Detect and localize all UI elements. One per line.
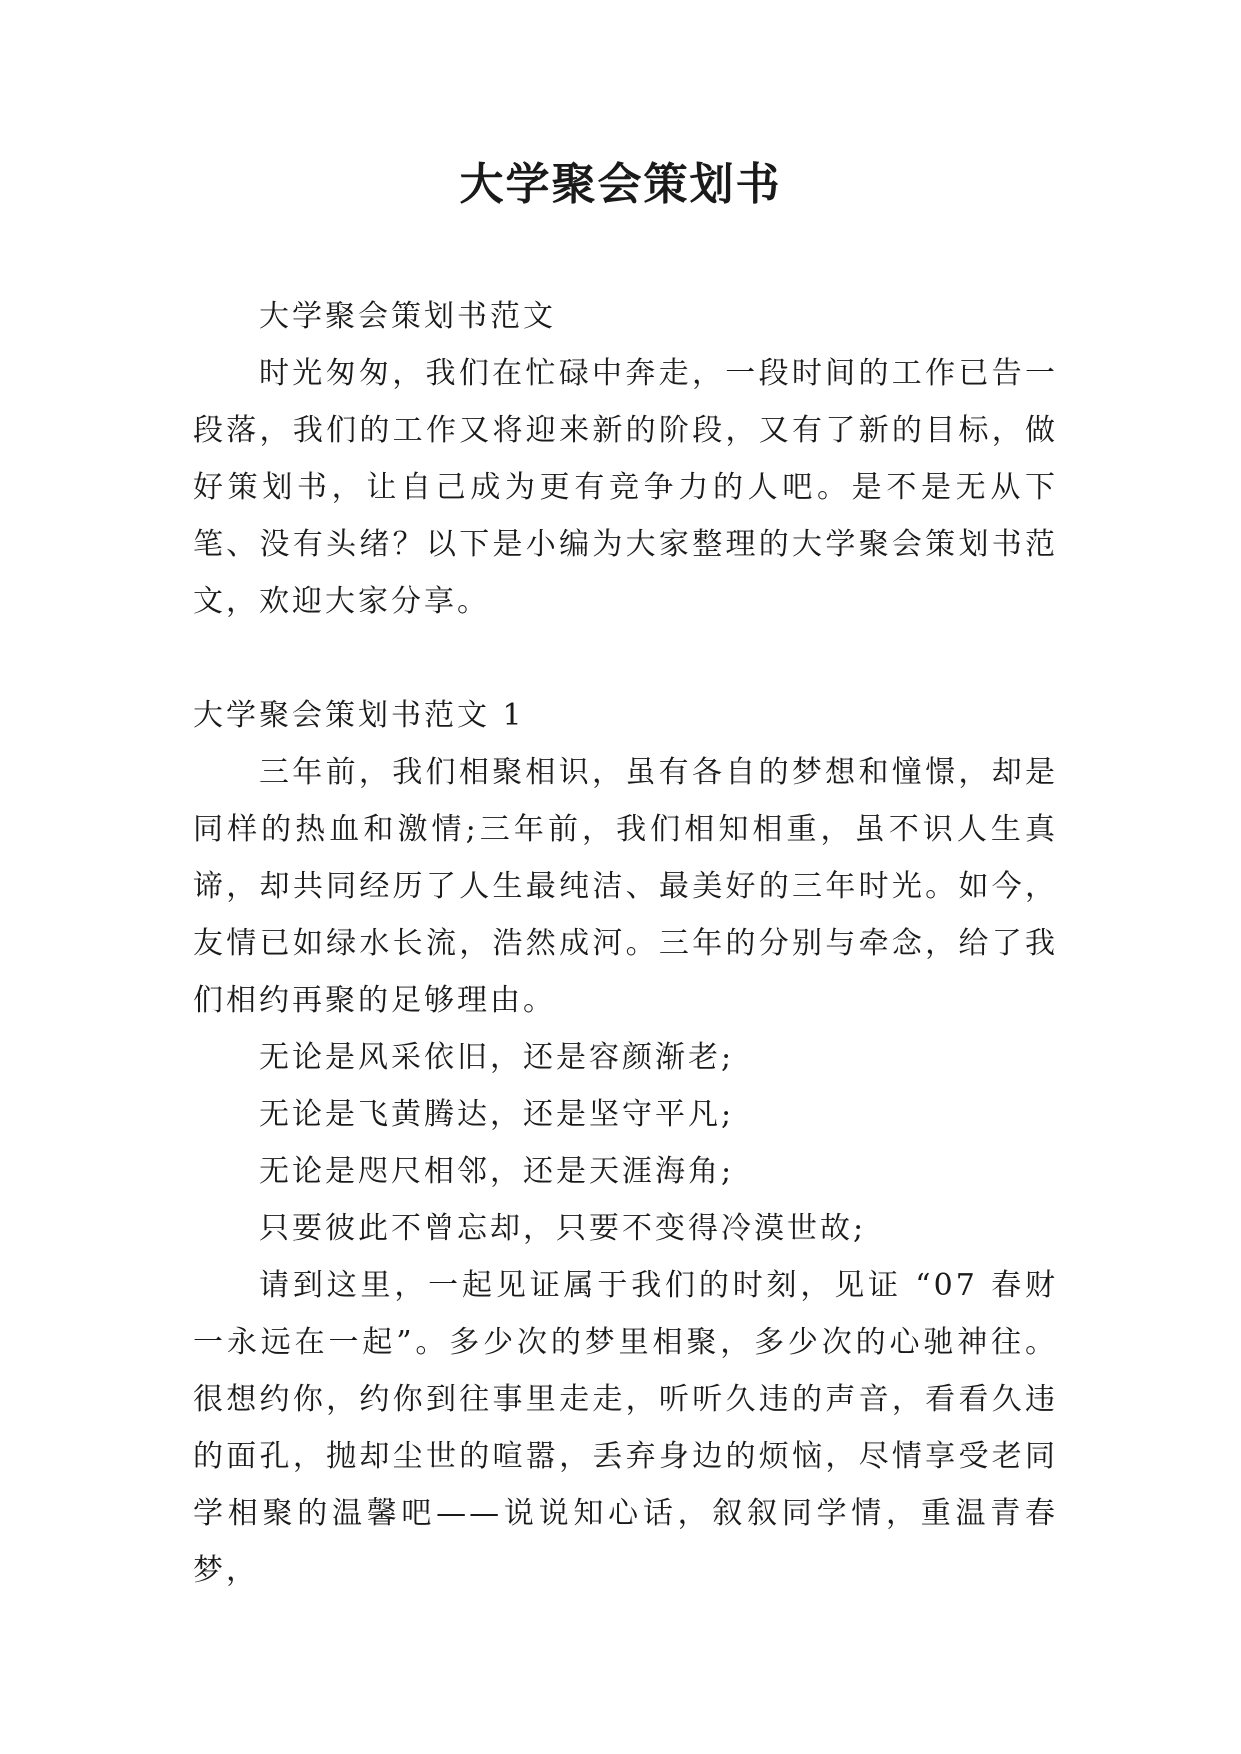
section-heading: 大学聚会策划书范文 1 <box>193 698 525 733</box>
body-paragraph: 无论是飞黄腾达，还是坚守平凡; <box>259 1097 735 1132</box>
document-title: 大学聚会策划书 <box>459 159 782 210</box>
body-paragraph: 只要彼此不曾忘却，只要不变得冷漠世故; <box>259 1211 867 1246</box>
body-paragraph: 无论是风采依旧，还是容颜渐老; <box>259 1040 735 1075</box>
intro-paragraph: 时光匆匆，我们在忙碌中奔走，一段时间的工作已告一段落，我们的工作又将迎来新的阶段，又有了新的目标，做好策划书，让自己成为更有竞争力的人吧。是不是无从下笔、没有头绪？以下是小编为大家整理的大学聚会策划书范文，欢迎大家分享。 <box>193 356 1058 619</box>
body-paragraph: 三年前，我们相聚相识，虽有各自的梦想和憧憬，却是同样的热血和激情;三年前，我们相知相重，虽不识人生真谛，却共同经历了人生最纯洁、最美好的三年时光。如今，友情已如绿水长流，浩然成河。三年的分别与牵念，给了我们相约再聚的足够理由。 <box>193 755 1058 1018</box>
intro-heading: 大学聚会策划书范文 <box>259 299 556 334</box>
document-body <box>193 288 1058 1599</box>
body-paragraph: 无论是咫尺相邻，还是天涯海角; <box>259 1154 735 1189</box>
body-paragraph: 请到这里，一起见证属于我们的时刻，见证 “07 春财一永远在一起”。多少次的梦里相聚，多少次的心驰神往。很想约你，约你到往事里走走，听听久违的声音，看看久违的面孔，抛却尘世的喧嚣，丢弃身边的烦恼，尽情享受老同学相聚的温馨吧——说说知心话，叙叙同学情，重温青春梦， <box>193 1268 1058 1588</box>
paragraph-gap <box>193 630 1058 687</box>
